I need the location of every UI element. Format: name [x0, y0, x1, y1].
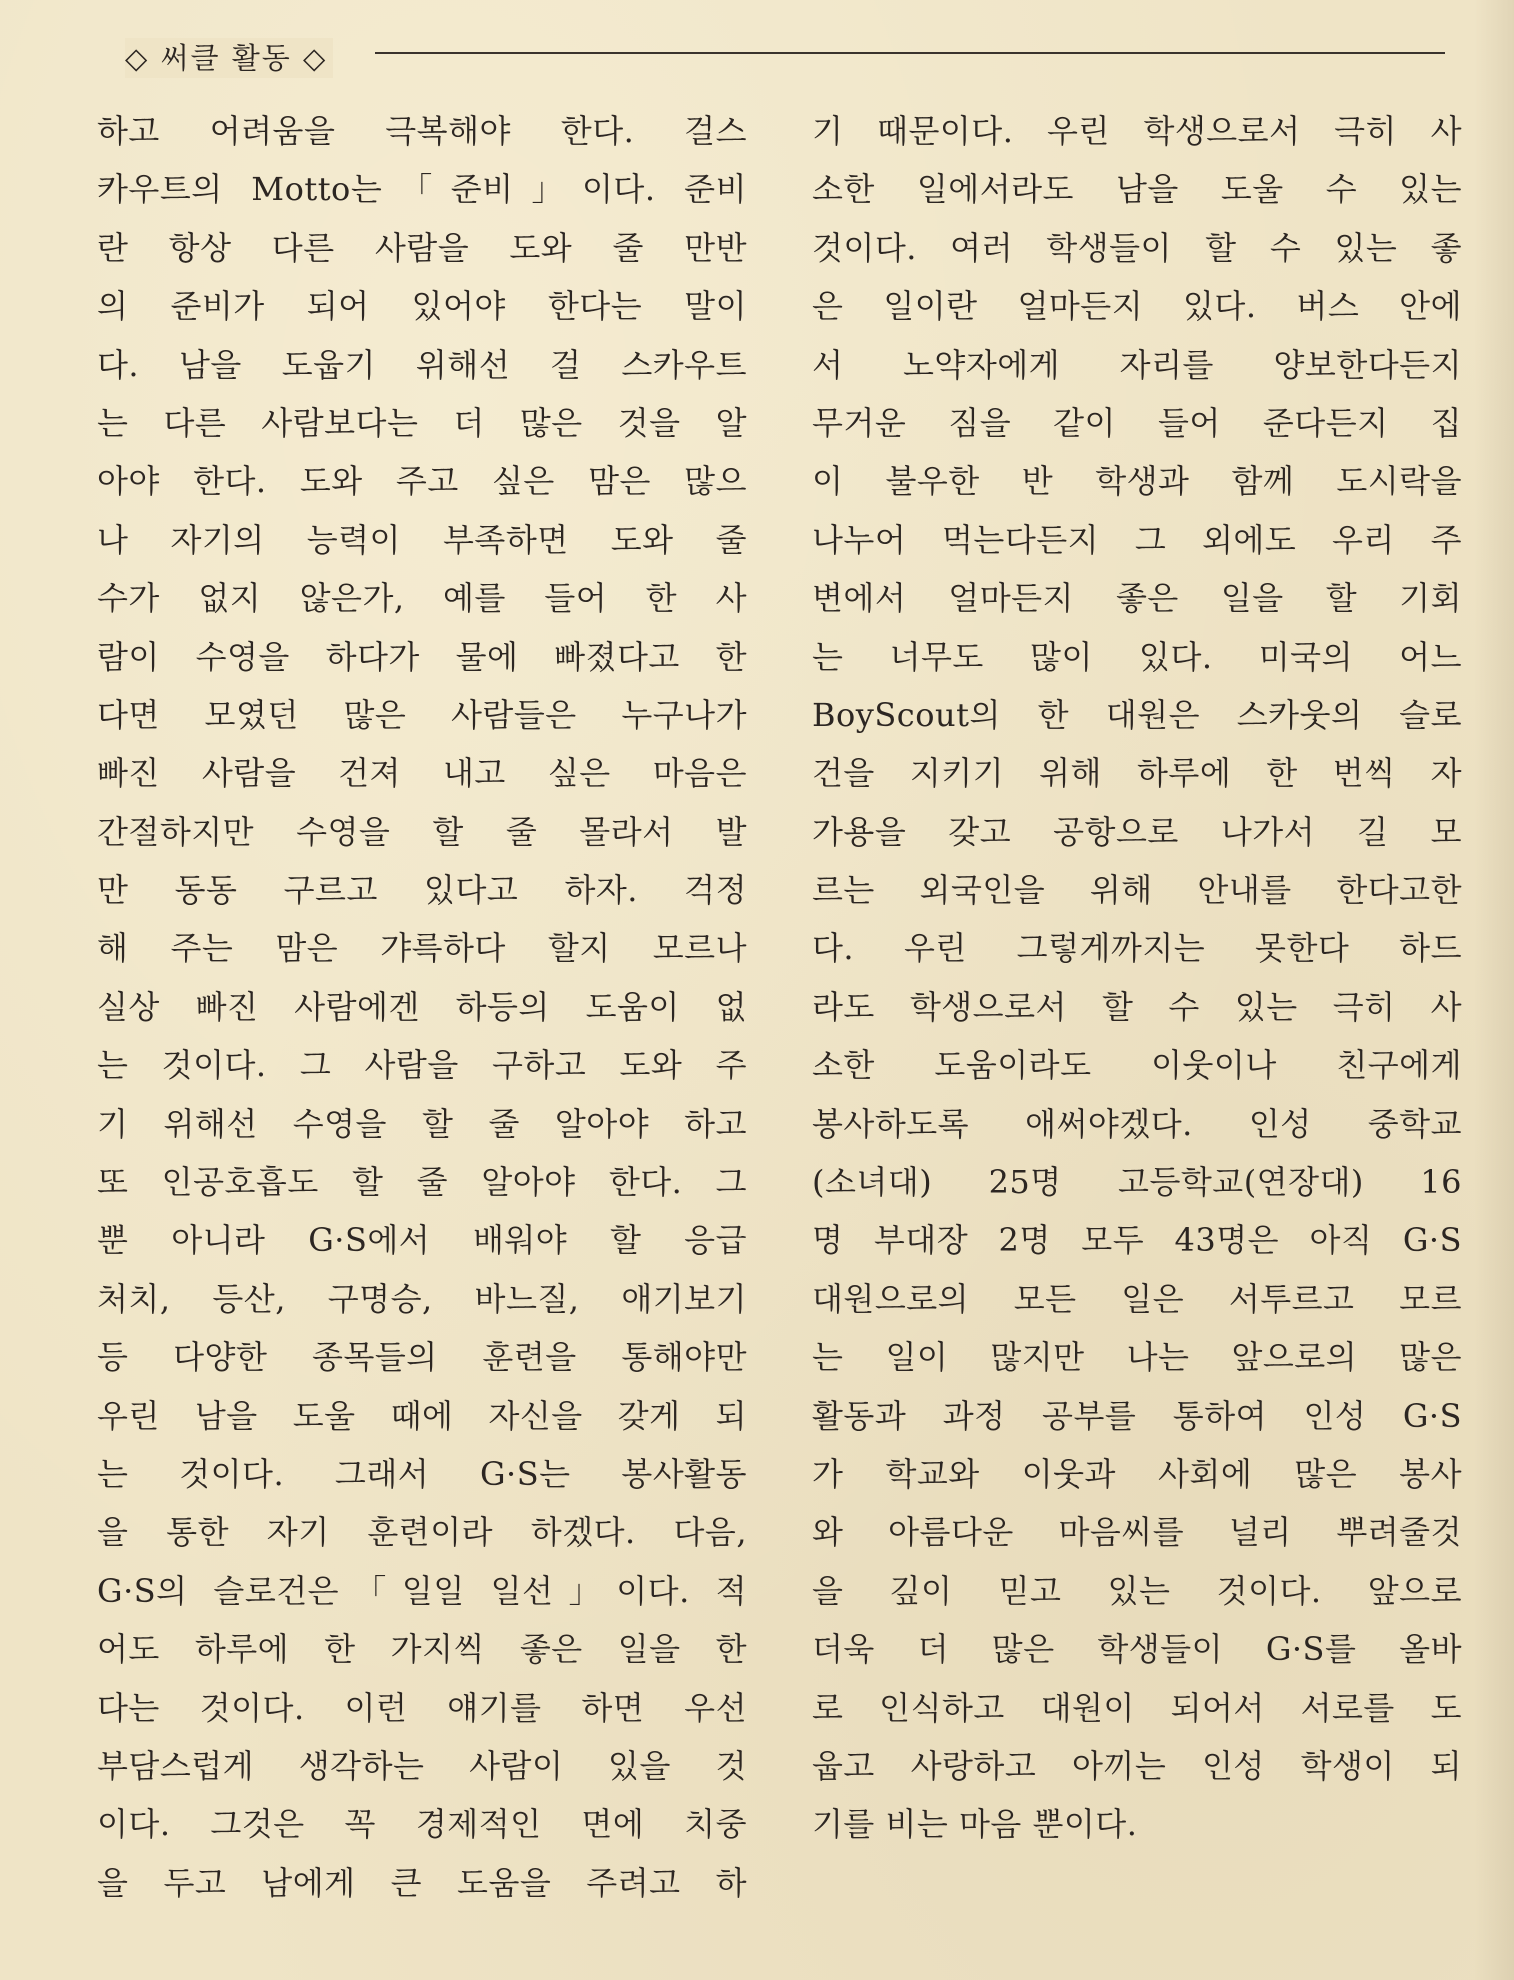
text-line: 수가 없지 않은가, 예를 들어 한 사 — [97, 579, 747, 618]
text-line: 실상 빠진 사람에겐 하등의 도움이 없 — [97, 987, 747, 1026]
header-rule — [375, 52, 1445, 54]
left-text-column — [97, 102, 747, 1912]
text-line: 무거운 짐을 같이 들어 준다든지 집 — [812, 403, 1462, 442]
section-title: ◇ 써클 활동 ◇ — [125, 38, 333, 78]
text-line: 다면 모였던 많은 사람들은 누구나가 — [97, 695, 747, 734]
text-line: 람이 수영을 하다가 물에 빠졌다고 한 — [97, 637, 747, 676]
text-line: 기를 비는 마음 뿐이다. — [812, 1805, 1138, 1844]
text-line: 을 깊이 믿고 있는 것이다. 앞으로 — [812, 1571, 1462, 1610]
text-line: 가용을 갖고 공항으로 나가서 길 모 — [812, 812, 1462, 851]
text-line: 처치, 등산, 구명승, 바느질, 애기보기 — [97, 1279, 747, 1318]
page-edge-shadow — [1474, 0, 1514, 1980]
text-line: 소한 일에서라도 남을 도울 수 있는 — [812, 170, 1462, 209]
text-line: 더욱 더 많은 학생들이 G·S를 올바 — [812, 1630, 1462, 1669]
text-line: 어도 하루에 한 가지씩 좋은 일을 한 — [97, 1630, 747, 1669]
text-line: 는 너무도 많이 있다. 미국의 어느 — [812, 637, 1462, 676]
text-line: G·S의 슬로건은「일일 일선」이다. 적 — [97, 1571, 747, 1610]
text-line: 는 것이다. 그래서 G·S는 봉사활동 — [97, 1454, 747, 1493]
text-line: 기 위해선 수영을 할 줄 알아야 하고 — [97, 1104, 747, 1143]
text-line: 카우트의 Motto는「준비」이다. 준비 — [97, 170, 747, 209]
text-line: 아야 한다. 도와 주고 싶은 맘은 많으 — [97, 462, 747, 501]
text-line: 란 항상 다른 사람을 도와 줄 만반 — [97, 228, 747, 267]
text-line: 명 부대장 2명 모두 43명은 아직 G·S — [812, 1221, 1462, 1260]
page-header — [125, 38, 1445, 78]
text-line: 라도 학생으로서 할 수 있는 극히 사 — [812, 987, 1462, 1026]
text-line: 의 준비가 되어 있어야 한다는 말이 — [97, 287, 747, 326]
text-line: 을 두고 남에게 큰 도움을 주려고 하 — [97, 1863, 747, 1902]
text-line: 변에서 얼마든지 좋은 일을 할 기회 — [812, 579, 1462, 618]
text-line: 와 아름다운 마음씨를 널리 뿌려줄것 — [812, 1513, 1462, 1552]
text-line: 는 다른 사람보다는 더 많은 것을 알 — [97, 403, 747, 442]
text-line: 을 통한 자기 훈련이라 하겠다. 다음, — [97, 1513, 747, 1552]
text-line: 는 것이다. 그 사람을 구하고 도와 주 — [97, 1046, 747, 1085]
text-line: 간절하지만 수영을 할 줄 몰라서 발 — [97, 812, 747, 851]
text-line: 다는 것이다. 이런 얘기를 하면 우선 — [97, 1688, 747, 1727]
text-line: 이 불우한 반 학생과 함께 도시락을 — [812, 462, 1462, 501]
text-line: 등 다양한 종목들의 훈련을 통해야만 — [97, 1338, 747, 1377]
text-line: 나 자기의 능력이 부족하면 도와 줄 — [97, 520, 747, 559]
text-line: 는 일이 많지만 나는 앞으로의 많은 — [812, 1338, 1462, 1377]
text-line: 해 주는 맘은 갸륵하다 할지 모르나 — [97, 929, 747, 968]
text-line: (소녀대) 25명 고등학교(연장대) 16 — [812, 1163, 1462, 1202]
text-line: BoyScout의 한 대원은 스카웃의 슬로 — [812, 695, 1462, 734]
text-line: 또 인공호흡도 할 줄 알아야 한다. 그 — [97, 1163, 747, 1202]
text-line: 이다. 그것은 꼭 경제적인 면에 치중 — [97, 1805, 747, 1844]
text-line: 다. 남을 도웁기 위해선 걸 스카우트 — [97, 345, 747, 384]
text-line: 부담스럽게 생각하는 사람이 있을 것 — [97, 1746, 747, 1785]
text-line: 르는 외국인을 위해 안내를 한다고한 — [812, 871, 1462, 910]
text-line: 서 노약자에게 자리를 양보한다든지 — [812, 345, 1462, 384]
text-line: 대원으로의 모든 일은 서투르고 모르 — [812, 1279, 1462, 1318]
text-line: 웁고 사랑하고 아끼는 인성 학생이 되 — [812, 1746, 1462, 1785]
text-line: 나누어 먹는다든지 그 외에도 우리 주 — [812, 520, 1462, 559]
text-line: 것이다. 여러 학생들이 할 수 있는 좋 — [812, 228, 1462, 267]
text-line: 뿐 아니라 G·S에서 배워야 할 응급 — [97, 1221, 747, 1260]
text-line: 로 인식하고 대원이 되어서 서로를 도 — [812, 1688, 1462, 1727]
text-line: 하고 어려움을 극복해야 한다. 걸스 — [97, 112, 747, 150]
text-line: 만 동동 구르고 있다고 하자. 걱정 — [97, 871, 747, 910]
text-line: 활동과 과정 공부를 통하여 인성 G·S — [812, 1396, 1462, 1435]
text-line: 봉사하도록 애써야겠다. 인성 중학교 — [812, 1104, 1462, 1143]
text-line: 다. 우린 그렇게까지는 못한다 하드 — [812, 929, 1462, 968]
text-line: 가 학교와 이웃과 사회에 많은 봉사 — [812, 1454, 1462, 1493]
text-line: 건을 지키기 위해 하루에 한 번씩 자 — [812, 754, 1462, 793]
right-text-column — [812, 102, 1462, 1854]
text-line: 우린 남을 도울 때에 자신을 갖게 되 — [97, 1396, 747, 1435]
text-line: 은 일이란 얼마든지 있다. 버스 안에 — [812, 287, 1462, 326]
text-line: 기 때문이다. 우린 학생으로서 극히 사 — [812, 112, 1462, 150]
text-line: 빠진 사람을 건져 내고 싶은 마음은 — [97, 754, 747, 793]
text-line: 소한 도움이라도 이웃이나 친구에게 — [812, 1046, 1462, 1085]
